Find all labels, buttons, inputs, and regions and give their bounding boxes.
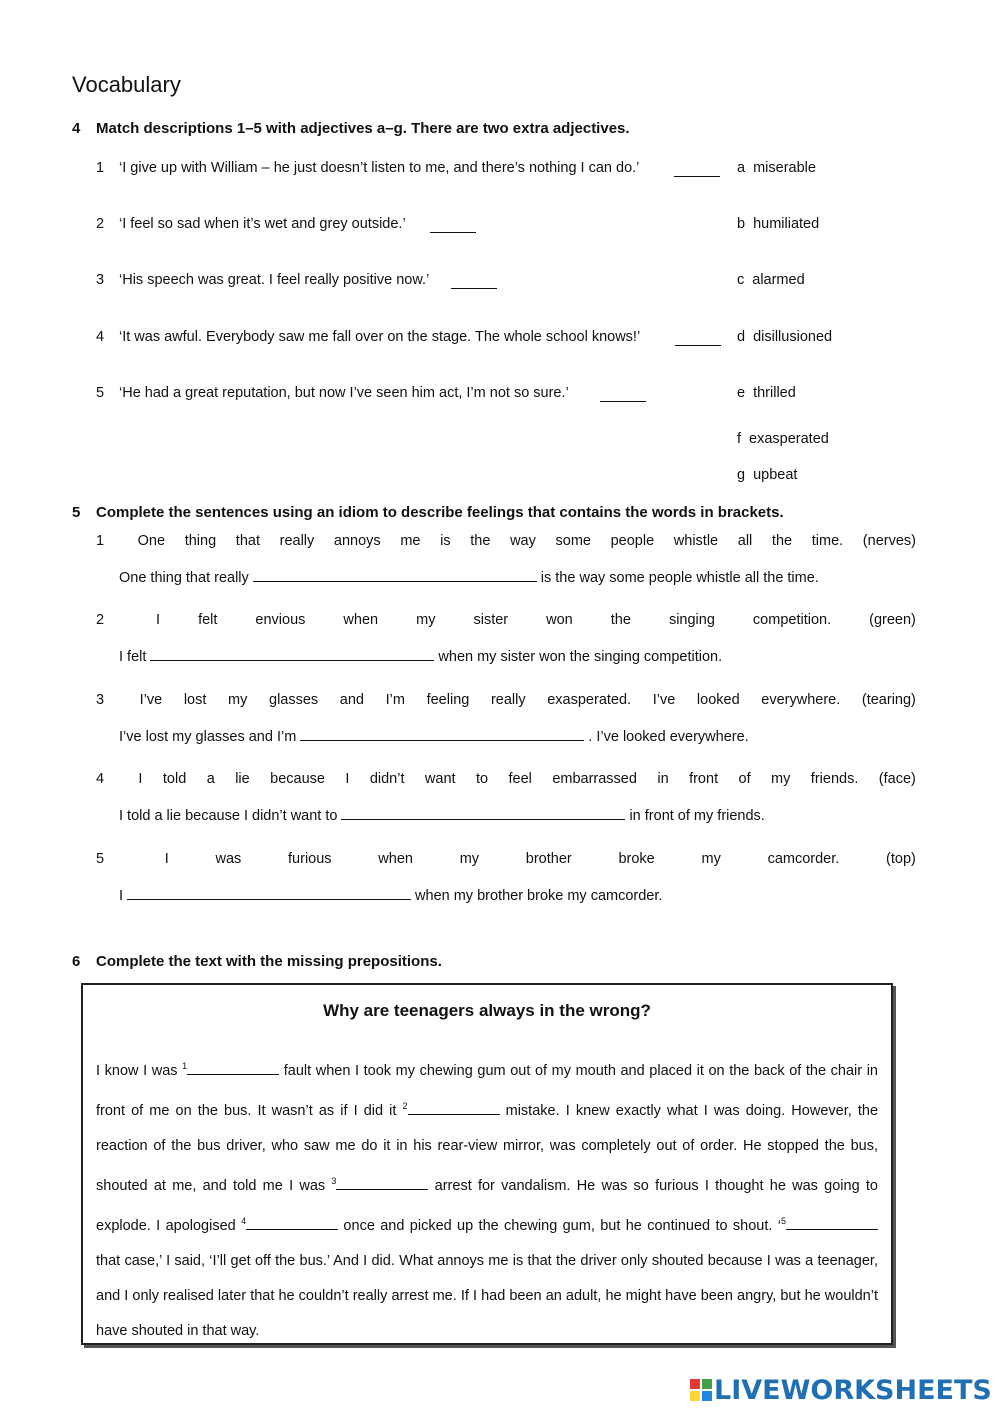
adjective-option (737, 216, 819, 232)
prompt-word: I’ve (652, 692, 676, 708)
answer-after: is the way some people whistle all the time. (540, 570, 819, 586)
adjective-option (737, 467, 797, 483)
answer-blank[interactable] (430, 218, 476, 233)
preposition-gap[interactable] (246, 1215, 338, 1230)
prompt-word: in (657, 771, 669, 787)
prompt-word: lie (235, 771, 250, 787)
prompt-word: my (459, 851, 480, 867)
prompt-word: feeling (426, 692, 470, 708)
prompt-word: exasperated. (547, 692, 632, 708)
item-number: 3 (96, 272, 105, 288)
item-number: 5 (96, 385, 105, 401)
prompt-word: everywhere. (761, 692, 841, 708)
prompt-word: all (737, 533, 753, 549)
text-box-title: Why are teenagers always in the wrong? (323, 1001, 651, 1020)
prompt-word: the (771, 533, 793, 549)
prompt-word: (tearing) (861, 692, 916, 708)
item-number: 1 (96, 533, 105, 549)
adjective-letter: a (737, 160, 746, 176)
logo-text: LIVEWORKSHEETS (714, 1374, 992, 1406)
prompt-word: of (738, 771, 751, 787)
answer-sentence (119, 567, 819, 586)
logo-square (690, 1391, 700, 1401)
adjective-word: thrilled (753, 385, 796, 401)
prompt-word: envious (255, 612, 306, 628)
prompt-sentence (96, 771, 916, 787)
logo-square (690, 1379, 700, 1389)
prompt-word: lost (183, 692, 207, 708)
answer-blank[interactable] (253, 567, 537, 582)
adjective-word: upbeat (753, 467, 798, 483)
prompt-word: brother (525, 851, 572, 867)
preposition-gap[interactable] (336, 1175, 428, 1190)
exercise-number: 4 (72, 120, 81, 137)
exercise-5-heading (72, 504, 784, 521)
prompt-word: way (510, 533, 536, 549)
prompt-word: my (771, 771, 791, 787)
item-number: 2 (96, 216, 105, 232)
prompt-word: I (156, 612, 161, 628)
adjective-letter: d (737, 329, 746, 345)
prompt-word: thing (184, 533, 217, 549)
text-segment: mistake. I knew exactly what I was doing. However, the reaction of the bus driver, who saw me do it in his rear-view mirror, was completely out of order. He stopped the bus, shouted at me, and told me I was (96, 1103, 879, 1194)
text-segment: that case,’ I said, ‘I’ll get off the bus.’ And I did. What annoys me is that the driver only shouted because I was a teenager, and I only realised later that he couldn’t really arrest me. If I had been an adult, he might have been angry, but he wouldn’t have shouted in that way. (96, 1253, 878, 1339)
adjective-option (737, 385, 796, 401)
logo-square (702, 1391, 712, 1401)
answer-sentence (119, 726, 749, 745)
prompt-word: camcorder. (767, 851, 840, 867)
adjective-option (737, 431, 829, 447)
answer-before: One thing that really (119, 570, 249, 586)
prompt-word: was (215, 851, 242, 867)
adjective-letter: c (737, 272, 745, 288)
item-number: 5 (96, 851, 105, 867)
prompt-word: the (610, 612, 631, 628)
adjective-option (737, 329, 832, 345)
prompt-word: time. (811, 533, 844, 549)
item-text: ‘He had a great reputation, but now I’ve seen him act, I’m not so sure.’ (119, 385, 569, 401)
preposition-gap[interactable] (786, 1215, 878, 1230)
answer-after: . I’ve looked everywhere. (588, 729, 749, 745)
answer-sentence (119, 646, 722, 665)
exercise-number: 5 (72, 504, 81, 521)
prompt-word: I’ve (139, 692, 163, 708)
exercise-6-heading (72, 953, 442, 970)
answer-blank[interactable] (127, 885, 411, 900)
item-text: ‘His speech was great. I feel really positive now.’ (119, 272, 430, 288)
prompt-word: my (228, 692, 248, 708)
prompt-word: I (345, 771, 350, 787)
prompt-word: some (555, 533, 591, 549)
logo-square (702, 1379, 712, 1389)
prompt-word: that (235, 533, 260, 549)
item-number: 3 (96, 692, 105, 708)
prompt-word: won (546, 612, 573, 628)
answer-blank[interactable] (451, 274, 497, 289)
adjective-option (737, 160, 816, 176)
adjective-letter: g (737, 467, 746, 483)
liveworksheets-logo (690, 1375, 992, 1405)
prompt-word: (green) (869, 612, 916, 628)
prompt-word: my (416, 612, 436, 628)
item-number: 2 (96, 612, 105, 628)
prompt-word: feel (508, 771, 532, 787)
prompt-word: people (610, 533, 655, 549)
prompt-word: I (164, 851, 169, 867)
item-text: ‘It was awful. Everybody saw me fall over on the stage. The whole school knows!’ (119, 329, 641, 345)
prompt-word: sister (473, 612, 509, 628)
answer-before: I felt (119, 649, 147, 665)
exercise-instruction: Match descriptions 1–5 with adjectives a–g. There are two extra adjectives. (96, 120, 630, 137)
prompt-word: when (343, 612, 379, 628)
answer-blank[interactable] (674, 162, 720, 177)
prompt-word: really (490, 692, 526, 708)
answer-blank[interactable] (600, 387, 646, 402)
prompt-word: (top) (886, 851, 916, 867)
prompt-word: front (689, 771, 719, 787)
logo-mark-icon (690, 1379, 712, 1401)
item-text: ‘I feel so sad when it’s wet and grey outside.’ (119, 216, 406, 232)
answer-sentence (119, 805, 765, 824)
prompt-word: I (138, 771, 143, 787)
item-text: ‘I give up with William – he just doesn’t listen to me, and there’s nothing I can do.’ (119, 160, 640, 176)
prompt-word: want (424, 771, 456, 787)
text-segment: I know I was (96, 1063, 183, 1079)
answer-after: when my brother broke my camcorder. (415, 888, 663, 904)
prompt-word: felt (198, 612, 218, 628)
answer-before: I (119, 888, 124, 904)
text-segment: fault when I took my chewing gum out of my mouth and placed it on the back of the chair in front of me on the bus. It wasn’t as if I did it (96, 1063, 878, 1119)
answer-after: when my sister won the singing competition. (438, 649, 723, 665)
exercise-4-heading (72, 120, 630, 137)
adjective-letter: e (737, 385, 746, 401)
prompt-word: me (400, 533, 421, 549)
item-number: 4 (96, 771, 105, 787)
gap-number: 1 (182, 1061, 188, 1071)
prompt-word: broke (618, 851, 655, 867)
prompt-word: furious (288, 851, 332, 867)
text-box-paragraph (96, 1049, 878, 1349)
adjective-word: humiliated (753, 216, 820, 232)
prompt-word: competition. (752, 612, 832, 628)
gap-number: 2 (402, 1101, 408, 1111)
answer-after: in front of my friends. (629, 808, 765, 824)
text-segment: arrest for vandalism. He was so furious I thought he was going to explode. I apologised (96, 1178, 878, 1234)
item-number: 4 (96, 329, 105, 345)
gap-number: 4 (241, 1216, 247, 1226)
answer-blank[interactable] (341, 805, 625, 820)
adjective-word: miserable (753, 160, 816, 176)
preposition-gap[interactable] (408, 1100, 500, 1115)
prompt-word: annoys (333, 533, 381, 549)
prompt-sentence (96, 612, 916, 628)
prompt-word: and (339, 692, 364, 708)
prompt-word: told (162, 771, 187, 787)
prompt-word: is (440, 533, 451, 549)
prompt-word: to (475, 771, 489, 787)
prompt-word: the (470, 533, 491, 549)
prompt-word: a (206, 771, 215, 787)
adjective-option (737, 272, 805, 288)
prompt-word: friends. (810, 771, 859, 787)
adjective-letter: f (737, 431, 742, 447)
adjective-word: disillusioned (753, 329, 833, 345)
prompt-word: because (270, 771, 325, 787)
answer-before: I’ve lost my glasses and I’m (119, 729, 297, 745)
prompt-word: embarrassed (552, 771, 637, 787)
gap-number: 3 (331, 1176, 337, 1186)
prompt-word: looked (696, 692, 740, 708)
prompt-word: whistle (673, 533, 719, 549)
adjective-word: alarmed (752, 272, 805, 288)
text-segment: once and picked up the chewing gum, but he continued to shout. ‘ (338, 1218, 781, 1234)
adjective-word: exasperated (749, 431, 829, 447)
prompt-sentence (96, 851, 916, 867)
prompt-word: (face) (878, 771, 916, 787)
prompt-word: didn’t (369, 771, 405, 787)
prompt-word: I’m (385, 692, 405, 708)
exercise-instruction: Complete the text with the missing prepositions. (96, 953, 442, 970)
prompt-word: really (279, 533, 315, 549)
prompt-word: my (701, 851, 721, 867)
preposition-gap[interactable] (187, 1060, 279, 1075)
answer-blank[interactable] (150, 646, 434, 661)
prompt-word: when (378, 851, 413, 867)
text-box (81, 983, 893, 1345)
answer-sentence (119, 885, 662, 904)
exercise-number: 6 (72, 953, 81, 970)
exercise-instruction: Complete the sentences using an idiom to describe feelings that contains the words in brackets. (96, 504, 784, 521)
answer-blank[interactable] (300, 726, 584, 741)
item-number: 1 (96, 160, 105, 176)
prompt-sentence (96, 533, 916, 549)
prompt-word: One (137, 533, 166, 549)
answer-before: I told a lie because I didn’t want to (119, 808, 338, 824)
prompt-sentence (96, 692, 916, 708)
prompt-word: glasses (269, 692, 319, 708)
prompt-word: (nerves) (862, 533, 916, 549)
section-title: Vocabulary (72, 72, 181, 97)
answer-blank[interactable] (675, 331, 721, 346)
gap-number: 5 (780, 1216, 786, 1226)
prompt-word: singing (668, 612, 715, 628)
adjective-letter: b (737, 216, 746, 232)
